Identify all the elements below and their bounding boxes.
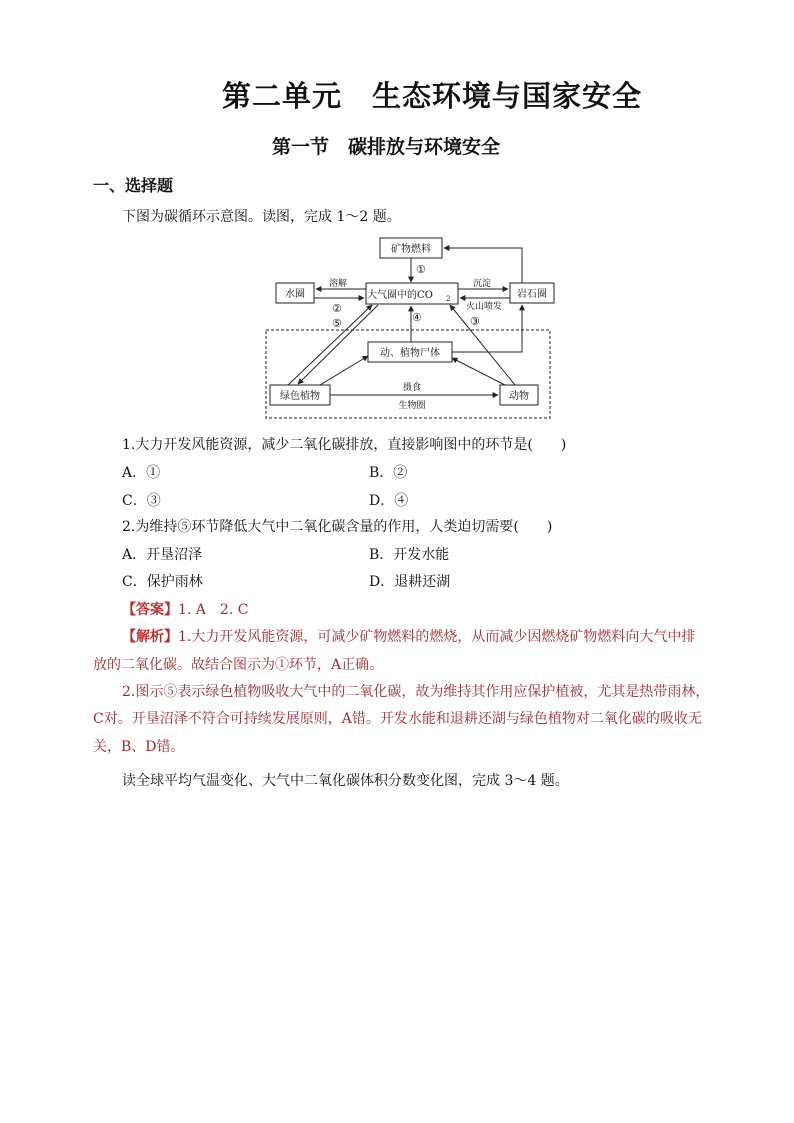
label-step-2: ② <box>332 302 342 315</box>
question-2-option-c: C．保护雨林 <box>122 574 203 590</box>
question-1-option-b: B．② <box>369 465 408 481</box>
analysis-2-line-2: C对。开垦沼泽不符合可持续发展原则，A错。开发水能和退耕还湖与绿色植物对二氧化碳的吸收无 <box>93 711 702 727</box>
answer-line <box>122 599 248 619</box>
intro-text-2: 读全球平均气温变化、大气中二氧化碳体积分数变化图，完成 3～4 题。 <box>122 773 569 789</box>
answer-text: 1. A 2. C <box>178 602 249 618</box>
analysis-1-line-1: 1.大力开发风能资源，可减少矿物燃料的燃烧，从而减少因燃烧矿物燃料向大气中排 <box>178 629 696 645</box>
analysis-label: 【解析】 <box>122 629 178 645</box>
analysis-line-1 <box>122 626 695 646</box>
label-biosphere: 生物圈 <box>398 401 426 411</box>
part-title: 一、选择题 <box>93 176 174 195</box>
analysis-1-line-2: 放的二氧化碳。故结合图示为①环节，A正确。 <box>93 657 384 673</box>
question-1-option-d: D．④ <box>369 493 409 509</box>
label-feeding: 摄食 <box>402 383 422 393</box>
question-2-option-d: D．退耕还湖 <box>369 574 451 590</box>
label-atmosphere: 大气圈中的CO <box>367 290 433 301</box>
label-animals: 动物 <box>509 391 529 402</box>
label-volcano: 火山喷发 <box>465 302 503 312</box>
unit-title: 第二单元 生态环境与国家安全 <box>222 79 643 113</box>
question-2-option-b: B．开发水能 <box>369 547 450 563</box>
question-1-option-c: C．③ <box>122 493 161 509</box>
analysis-2-line-1: 2.图示⑤表示绿色植物吸收大气中的二氧化碳，故为维持其作用应保护植被，尤其是热带雨林， <box>122 684 710 700</box>
label-step-5: ⑤ <box>332 317 342 330</box>
label-step-1: ① <box>416 263 426 276</box>
question-1-stem: 1.大力开发风能资源，减少二氧化碳排放，直接影响图中的环节是( ) <box>122 437 567 453</box>
label-fossil-fuel: 矿物燃料 <box>391 244 431 255</box>
question-2-stem: 2.为维持⑤环节降低大气中二氧化碳含量的作用，人类迫切需要( ) <box>122 519 553 535</box>
question-1-option-a: A．① <box>122 465 161 481</box>
label-atmosphere-subscript: 2 <box>446 295 451 303</box>
label-sediment: 沉淀 <box>472 279 492 289</box>
label-remains: 动、植物尸体 <box>380 348 440 359</box>
label-step-3: ③ <box>470 315 480 328</box>
label-hydrosphere: 水圈 <box>285 289 305 300</box>
question-2-option-a: A．开垦沼泽 <box>122 547 203 563</box>
label-green-plants: 绿色植物 <box>280 391 320 402</box>
label-step-4: ④ <box>412 311 422 324</box>
label-dissolve: 溶解 <box>328 279 348 289</box>
section-title: 第一节 碳排放与环境安全 <box>272 136 501 158</box>
answer-label: 【答案】 <box>122 602 178 618</box>
label-lithosphere: 岩石圈 <box>517 289 547 300</box>
intro-text-1: 下图为碳循环示意图。读图，完成 1～2 题。 <box>122 209 401 225</box>
analysis-2-line-3: 关，B、D错。 <box>93 739 185 755</box>
carbon-cycle-diagram <box>260 232 560 422</box>
